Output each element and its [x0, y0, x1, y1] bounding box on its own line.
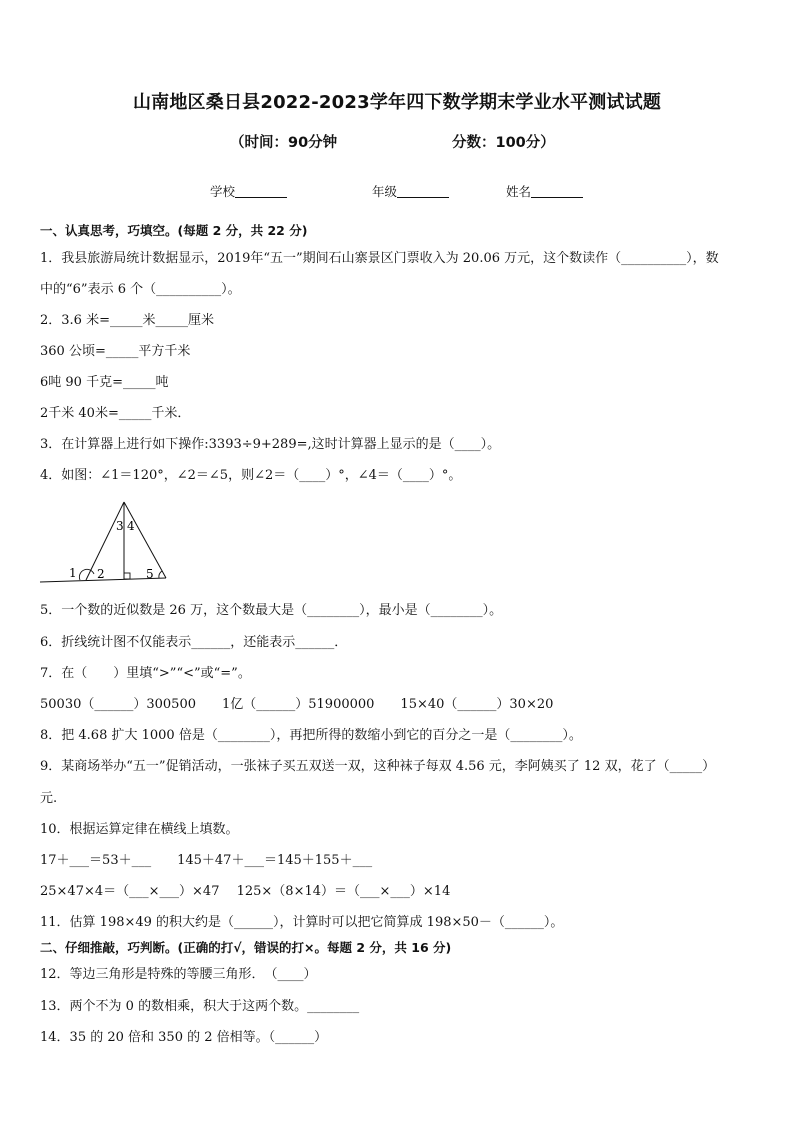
question-14: 14．35 的 20 倍和 350 的 2 倍相等。（______） — [40, 1030, 328, 1045]
exam-time: （时间：90分钟 — [230, 135, 338, 151]
question-10-row-2: 25×47×4＝（___×___）×47 125×（8×14）＝（___×___）×14 — [40, 884, 451, 899]
question-9-line-2: 元. — [40, 791, 58, 806]
question-2-line-1: 2．3.6 米=_____米_____厘米 — [40, 313, 214, 328]
school-field — [210, 182, 287, 200]
question-2-line-2: 360 公顷=_____平方千米 — [40, 344, 191, 359]
question-7-prompt: 7．在（ ）里填“>”“<”或“=”。 — [40, 666, 251, 681]
question-6: 6．折线统计图不仅能表示______，还能表示______． — [40, 635, 348, 650]
school-blank[interactable] — [235, 184, 287, 198]
question-2-line-4: 2千米 40米=_____千米． — [40, 406, 191, 421]
question-1-line-1: 1．我县旅游局统计数据显示，2019年“五一”期间石山寨景区门票收入为 20.06 万元，这个数读作（__________），数 — [40, 251, 719, 266]
grade-field — [372, 182, 449, 200]
angle-label-5: 5 — [146, 567, 154, 581]
question-11: 11．估算 198×49 的积大约是（______），计算时可以把它简算成 198×50－（______）。 — [40, 915, 564, 930]
name-blank[interactable] — [531, 184, 583, 198]
question-1-line-2: 中的“6”表示 6 个（__________）。 — [40, 282, 241, 297]
question-7-items: 50030（______）300500 1亿（______）51900000 15×40（______）30×20 — [40, 697, 554, 712]
right-angle-mark — [124, 573, 130, 579]
school-label: 学校 — [210, 184, 236, 199]
right-side — [124, 502, 166, 578]
name-field — [506, 182, 583, 200]
name-label: 姓名 — [506, 184, 532, 199]
question-9-line-1: 9．某商场举办“五一”促销活动，一张袜子买五双送一双，这种袜子每双 4.56 元，李阿姨买了 12 双，花了（_____） — [40, 759, 716, 774]
question-2-line-3: 6吨 90 千克=_____吨 — [40, 375, 169, 390]
question-4: 4．如图：∠1＝120°，∠2＝∠5，则∠2＝（____）°，∠4＝（____）°。 — [40, 468, 462, 483]
angle-5-arc — [159, 571, 162, 578]
section-1-heading: 一、认真思考，巧填空。(每题 2 分，共 22 分) — [40, 223, 308, 238]
left-side — [86, 502, 124, 580]
page-title: 山南地区桑日县2022-2023学年四下数学期末学业水平测试试题 — [132, 92, 662, 113]
question-10-row-1: 17＋___＝53＋___ 145＋47＋___＝145＋155＋___ — [40, 853, 373, 868]
grade-label: 年级 — [372, 184, 398, 199]
angle-label-3: 3 — [116, 519, 124, 533]
grade-blank[interactable] — [397, 184, 449, 198]
question-10-prompt: 10．根据运算定律在横线上填数。 — [40, 822, 239, 837]
angle-figure — [38, 494, 178, 586]
exam-score: 分数：100分） — [452, 135, 555, 151]
question-3: 3．在计算器上进行如下操作:3393÷9+289=,这时计算器上显示的是（____）。 — [40, 437, 501, 452]
question-12: 12．等边三角形是特殊的等腰三角形． （____） — [40, 967, 317, 982]
question-5: 5．一个数的近似数是 26 万，这个数最大是（________），最小是（________）。 — [40, 603, 503, 618]
question-13: 13．两个不为 0 的数相乘，积大于这两个数。________ — [40, 999, 360, 1014]
angle-label-1: 1 — [69, 566, 77, 580]
angle-label-4: 4 — [127, 519, 135, 533]
section-2-heading: 二、仔细推敲，巧判断。(正确的打√，错误的打×。每题 2 分，共 16 分) — [40, 940, 452, 955]
exam-subtitle — [230, 131, 555, 152]
question-8: 8．把 4.68 扩大 1000 倍是（________），再把所得的数缩小到它的百分之一是（________）。 — [40, 728, 582, 743]
angle-label-2: 2 — [97, 567, 105, 581]
